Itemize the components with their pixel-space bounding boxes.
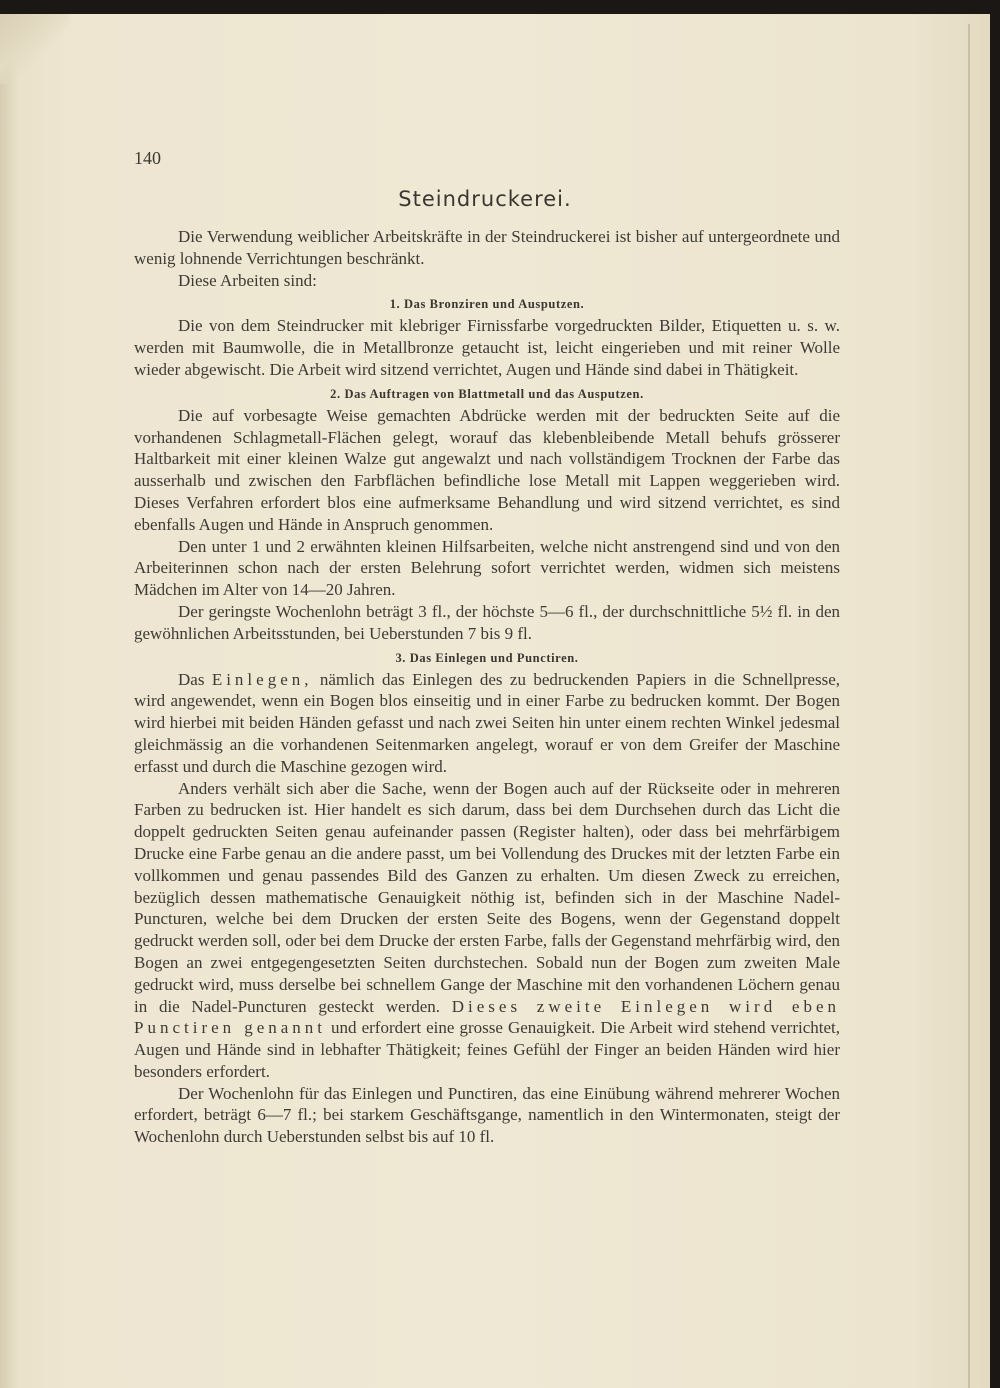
punctiren-text: Anders verhält sich aber die Sache, wenn der Bogen auch auf der Rückseite oder in mehreren Farben zu bedrucken ist. Hier handelt es sich darum, dass bei dem Durchsehen durch das Licht die doppelt gedruckten Seiten genau aufeinander passen (Register halten), oder dass bei mehrfärbigem Drucke eine Farbe genau an die andere passt, um bei Vollendung des Druckes mit der letzten Farbe ein vollkommen und genau passendes Bild des Ganzen zu erhalten. Um diesen Zweck zu erreichen, bezüglich dessen mathematische Genauigkeit nöthig ist, befinden sich in der Maschine Nadel-Puncturen, welche bei dem Drucken der ersten Seite des Bogens, wenn der Gegenstand doppelt gedruckt werden soll, oder bei dem Drucke der ersten Farbe, falls der Gegenstand mehrfärbig wird, den Bogen an zwei entgegengesetzten Seiten durchstechen. Sobald nun der Bogen zum zweiten Male gedruckt wird, muss derselbe bei schnellem Gange der Maschine mit den vorhandenen Löchern genau in die Nadel-Puncturen gesteckt werden.	[134, 778, 840, 1016]
paragraph-einlegen	[134, 669, 840, 778]
einlegen-rest: nämlich das Einlegen des zu bedruckenden Papiers in die Schnellpresse, wird angewendet, wenn ein Bogen blos einseitig und in einer Farbe zu bedrucken kommt. Der Bogen wird hierbei mit beiden Händen gefasst und nach zwei Seiten hin unter einem rechten Winkel jedesmal gleichmässig an die vorhandenen Seitenmarken angelegt, worauf er von dem Greifer der Maschine erfasst und durch die Maschine gezogen wird.	[134, 669, 840, 776]
paragraph-punctiren-wages: Der Wochenlohn für das Einlegen und Punctiren, das eine Einübung während mehrerer Wochen erfordert, beträgt 6—7 fl.; bei starkem Geschäftsgange, namentlich in den Wintermonaten, steigt der Wochenlohn durch Ueberstunden selbst bis auf 10 fl.	[134, 1083, 840, 1147]
paragraph-punctiren	[134, 778, 840, 1083]
paragraph-bronziren: Die von dem Steindrucker mit klebriger Firnissfarbe vorgedruckten Bilder, Etiquetten u. s. w. werden mit Baumwolle, die in Metallbronze getaucht ist, leicht eingerieben und mit reiner Wolle wieder abgewischt. Die Arbeit wird sitzend verrichtet, Augen und Hände sind dabei in Thätigkeit.	[134, 316, 840, 379]
punctiren-emphasis: Dieses zweite Einlegen wird eben Punctiren genannt	[134, 996, 841, 1038]
section-title: Steindruckerei.	[398, 187, 572, 211]
subsection-heading-blattmetall: 2. Das Auftragen von Blattmetall und das Ausputzen.	[330, 386, 644, 401]
intro-list-lead: Diese Arbeiten sind:	[178, 270, 317, 290]
book-page	[0, 14, 990, 1388]
intro-paragraph: Die Verwendung weiblicher Arbeitskräfte in der Steindruckerei ist bisher auf untergeordnete und wenig lohnende Verrichtungen beschränkt.	[134, 227, 840, 268]
paragraph-blattmetall-wages: Der geringste Wochenlohn beträgt 3 fl., der höchste 5—6 fl., der durchschnittliche 5½ fl. in den gewöhnlichen Arbeitsstunden, bei Ueberstunden 7 bis 9 fl.	[134, 601, 840, 643]
paragraph-blattmetall-workers: Den unter 1 und 2 erwähnten kleinen Hilfsarbeiten, welche nicht anstrengend sind und von den Arbeiterinnen schon nach der ersten Belehrung sofort verrichtet werden, widmen sich meistens Mädchen im Alter von 14—20 Jahren.	[134, 536, 840, 600]
einlegen-lead: Das	[178, 669, 212, 689]
paragraph-blattmetall-process: Die auf vorbesagte Weise gemachten Abdrücke werden mit der bedruckten Seite auf die vorhandenen Schlagmetall-Flächen gelegt, worauf das klebenbleibende Metall behufs grösserer Haltbarkeit mit einer kleinen Walze gut angewalzt und nach vollständigem Trocknen der Farbe das ausserhalb und zwischen den Farbflächen befindliche lose Metall mit Lappen weggerieben wird. Dieses Verfahren erfordert blos eine aufmerksame Behandlung und wird sitzend verrichtet, es sind ebenfalls Augen und Hände in Anspruch genommen.	[134, 405, 840, 534]
subsection-heading-bronziren: 1. Das Bronziren und Ausputzen.	[389, 297, 585, 312]
subsection-heading-einlegen: 3. Das Einlegen und Punctiren.	[395, 650, 579, 665]
einlegen-term: Einlegen,	[211, 669, 313, 689]
page-number: 140	[134, 148, 161, 168]
page-fold-line	[968, 24, 970, 1388]
page-body-text	[134, 226, 840, 1148]
page-left-edge-shadow	[0, 14, 18, 1388]
punctiren-end: und erfordert eine grosse Genauigkeit. Die Arbeit wird stehend verrichtet, Augen und Hände sind in lebhafter Thätigkeit; feines Gefühl der Finger an beiden Händen wird hier besonders erfordert.	[134, 1018, 840, 1081]
page-corner-fold	[0, 14, 70, 84]
